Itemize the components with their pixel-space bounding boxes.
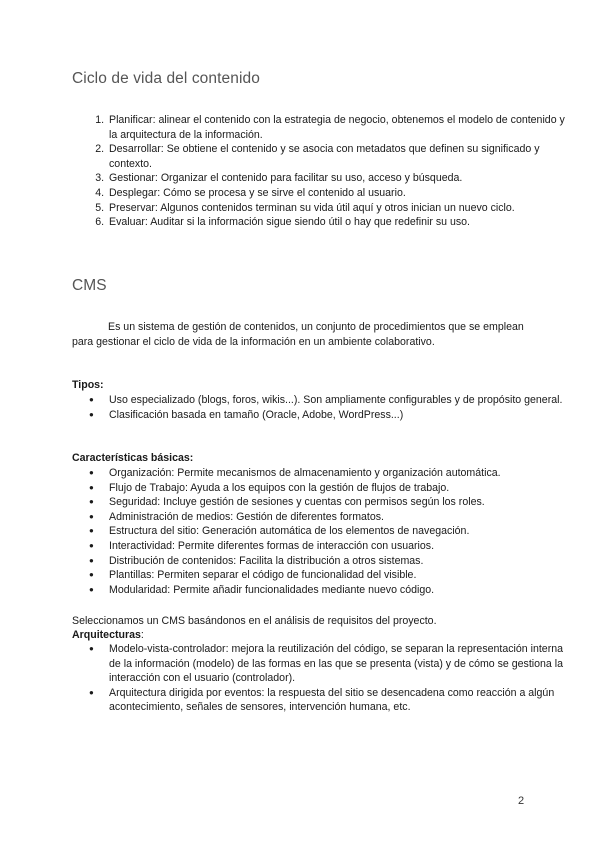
list-item: ● Uso especializado (blogs, foros, wikis...). Son ampliamente configurables y de propósito general. [107, 393, 567, 408]
selection-note: Seleccionamos un CMS basándonos en el análisis de requisitos del proyecto. [72, 615, 437, 627]
lifecycle-heading: Ciclo de vida del contenido [72, 70, 260, 87]
cms-heading: CMS [72, 277, 107, 294]
list-item: ● Interactividad: Permite diferentes formas de interacción con usuarios. [107, 539, 567, 554]
list-item: 5. Preservar: Algunos contenidos terminan su vida útil aquí y otros inician un nuevo ciclo. [107, 201, 567, 216]
features-list [72, 466, 567, 597]
list-item: ● Estructura del sitio: Generación automática de los elementos de navegación. [107, 524, 567, 539]
list-item: 4. Desplegar: Cómo se procesa y se sirve el contenido al usuario. [107, 186, 567, 201]
cms-intro-paragraph [72, 320, 532, 349]
architectures-label: Arquitecturas [72, 629, 141, 641]
architectures-label-line [72, 628, 144, 643]
list-item: ● Distribución de contenidos: Facilita la distribución a otros sistemas. [107, 554, 567, 569]
architectures-list [72, 642, 567, 715]
list-item: ● Clasificación basada en tamaño (Oracle, Adobe, WordPress...) [107, 408, 567, 423]
types-list [72, 393, 567, 422]
list-item: 3. Gestionar: Organizar el contenido para facilitar su uso, acceso y búsqueda. [107, 171, 567, 186]
list-item: ● Organización: Permite mecanismos de almacenamiento y organización automática. [107, 466, 567, 481]
list-item: ● Modelo-vista-controlador: mejora la reutilización del código, se separan la representación interna de la información (modelo) de las formas en las que se presenta (vista) y de cómo se gestiona la interacción con el usuario (controlador). [107, 642, 567, 686]
types-label: Tipos: [72, 379, 104, 391]
list-item: ● Arquitectura dirigida por eventos: la respuesta del sitio se desencadena como reacción a algún acontecimiento, señales de sensores, intervención humana, etc. [107, 686, 567, 715]
list-item: ● Plantillas: Permiten separar el código de funcionalidad del visible. [107, 568, 567, 583]
list-item: 6. Evaluar: Auditar si la información sigue siendo útil o hay que redefinir su uso. [107, 215, 567, 230]
architectures-colon: : [140, 629, 144, 641]
cms-intro-text: Es un sistema de gestión de contenidos, un conjunto de procedimientos que se emplean para gestionar el ciclo de vida de la información en un ambiente colaborativo. [72, 321, 524, 348]
list-item: 1. Planificar: alinear el contenido con la estrategia de negocio, obtenemos el modelo de contenido y la arquitectura de la información. [107, 113, 567, 142]
page-number: 2 [518, 795, 525, 807]
lifecycle-steps-list [72, 113, 567, 230]
list-item: 2. Desarrollar: Se obtiene el contenido y se asocia con metadatos que definen su significado y contexto. [107, 142, 567, 171]
list-item: ● Modularidad: Permite añadir funcionalidades mediante nuevo código. [107, 583, 567, 598]
list-item: ● Administración de medios: Gestión de diferentes formatos. [107, 510, 567, 525]
list-item: ● Flujo de Trabajo: Ayuda a los equipos con la gestión de flujos de trabajo. [107, 481, 567, 496]
features-label: Características básicas: [72, 452, 194, 464]
list-item: ● Seguridad: Incluye gestión de sesiones y cuentas con permisos según los roles. [107, 495, 567, 510]
